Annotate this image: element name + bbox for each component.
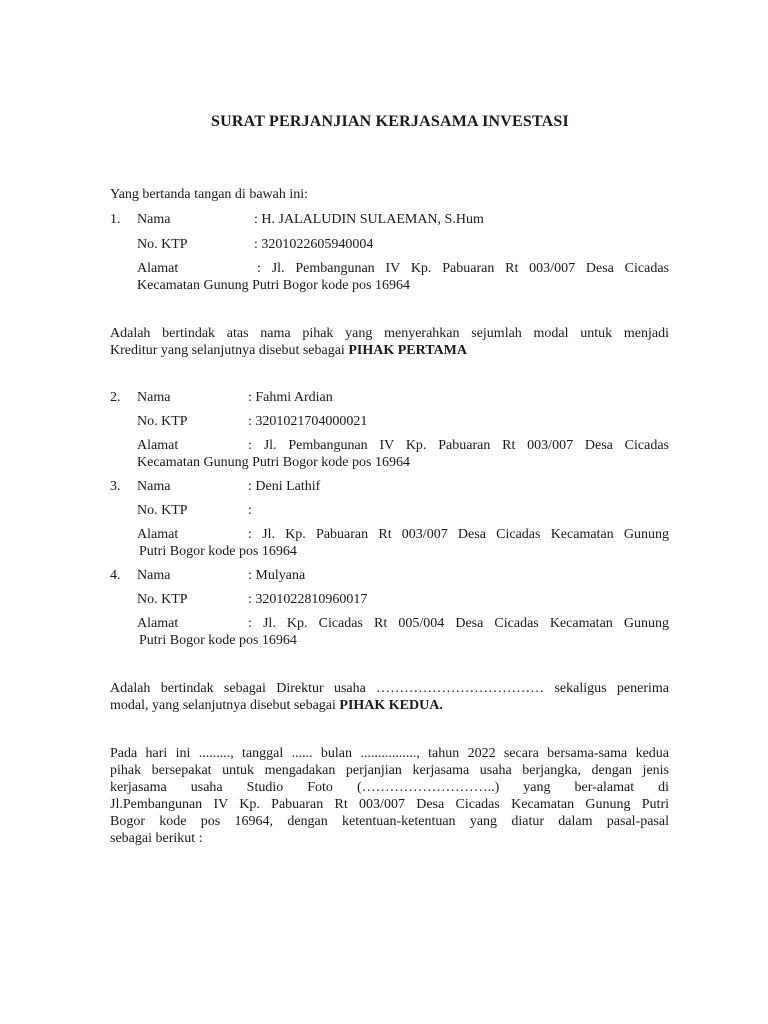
alamat-value-line1: : Jl. Kp. Cicadas Rt 005/004 Desa Cicadas Kecamatan Gunung	[248, 616, 669, 631]
nama-value: : Deni Lathif	[248, 479, 321, 494]
alamat-value-line1: : Jl. Pembangunan IV Kp. Pabuaran Rt 003/007 Desa Cicadas	[248, 438, 669, 453]
alamat-value-line2: Putri Bogor kode pos 16964	[139, 633, 297, 648]
nama-label: Nama	[137, 390, 171, 405]
nama-label: Nama	[137, 568, 171, 583]
ktp-label: No. KTP	[137, 414, 188, 429]
party-number: 1.	[110, 212, 121, 227]
paragraph-line: Pada hari ini ........., tanggal ...... bulan ................, tahun 2022 secara bersama-sama kedua	[110, 746, 669, 761]
alamat-value-line2: Kecamatan Gunung Putri Bogor kode pos 16964	[137, 455, 410, 470]
alamat-value-line2: Kecamatan Gunung Putri Bogor kode pos 16964	[137, 278, 410, 293]
nama-label: Nama	[137, 212, 171, 227]
alamat-value-line1: : Jl. Pembangunan IV Kp. Pabuaran Rt 003/007 Desa Cicadas	[257, 261, 669, 276]
paragraph-line: Bogor kode pos 16964, dengan ketentuan-ketentuan yang diatur dalam pasal-pasal	[110, 814, 669, 829]
ktp-label: No. KTP	[137, 237, 188, 252]
alamat-label: Alamat	[137, 527, 179, 542]
party-number: 4.	[110, 568, 121, 583]
paragraph-line	[110, 342, 669, 359]
ktp-value: : 3201021704000021	[248, 414, 368, 429]
intro-text: Yang bertanda tangan di bawah ini:	[110, 187, 309, 202]
paragraph-line: pihak bersepakat untuk mengadakan perjanjian kerjasama usaha berjangka, dengan jenis	[110, 763, 669, 778]
nama-value: : H. JALALUDIN SULAEMAN, S.Hum	[254, 212, 484, 227]
paragraph-line	[110, 697, 669, 714]
alamat-value-line1: : Jl. Kp. Pabuaran Rt 003/007 Desa Cicadas Kecamatan Gunung	[248, 527, 669, 542]
ktp-value: : 3201022605940004	[254, 237, 374, 252]
party-number: 3.	[110, 479, 121, 494]
alamat-value-line2: Putri Bogor kode pos 16964	[139, 544, 297, 559]
paragraph-text: Kreditur yang selanjutnya disebut sebagai	[110, 343, 349, 358]
paragraph-line: Jl.Pembangunan IV Kp. Pabuaran Rt 003/007 Desa Cicadas Kecamatan Gunung Putri	[110, 797, 669, 812]
ktp-label: No. KTP	[137, 503, 188, 518]
paragraph-line: sebagai berikut :	[110, 831, 203, 846]
alamat-label: Alamat	[137, 438, 179, 453]
ktp-value: : 3201022810960017	[248, 592, 368, 607]
party-number: 2.	[110, 390, 121, 405]
alamat-label: Alamat	[137, 261, 179, 276]
paragraph-line: Adalah bertindak sebagai Direktur usaha ……………………………… sekaligus penerima	[110, 681, 669, 696]
pihak-kedua-label: PIHAK KEDUA.	[339, 698, 443, 713]
paragraph-line: kerjasama usaha Studio Foto (………………………..) yang ber-alamat di	[110, 780, 669, 795]
pihak-pertama-label: PIHAK PERTAMA	[348, 343, 467, 358]
ktp-label: No. KTP	[137, 592, 188, 607]
alamat-label: Alamat	[137, 616, 179, 631]
ktp-value: :	[248, 503, 252, 518]
document-title: SURAT PERJANJIAN KERJASAMA INVESTASI	[211, 113, 569, 130]
paragraph-text: modal, yang selanjutnya disebut sebagai	[110, 698, 340, 713]
nama-label: Nama	[137, 479, 171, 494]
paragraph-line: Adalah bertindak atas nama pihak yang menyerahkan sejumlah modal untuk menjadi	[110, 326, 669, 341]
nama-value: : Mulyana	[248, 568, 306, 583]
nama-value: : Fahmi Ardian	[248, 390, 333, 405]
